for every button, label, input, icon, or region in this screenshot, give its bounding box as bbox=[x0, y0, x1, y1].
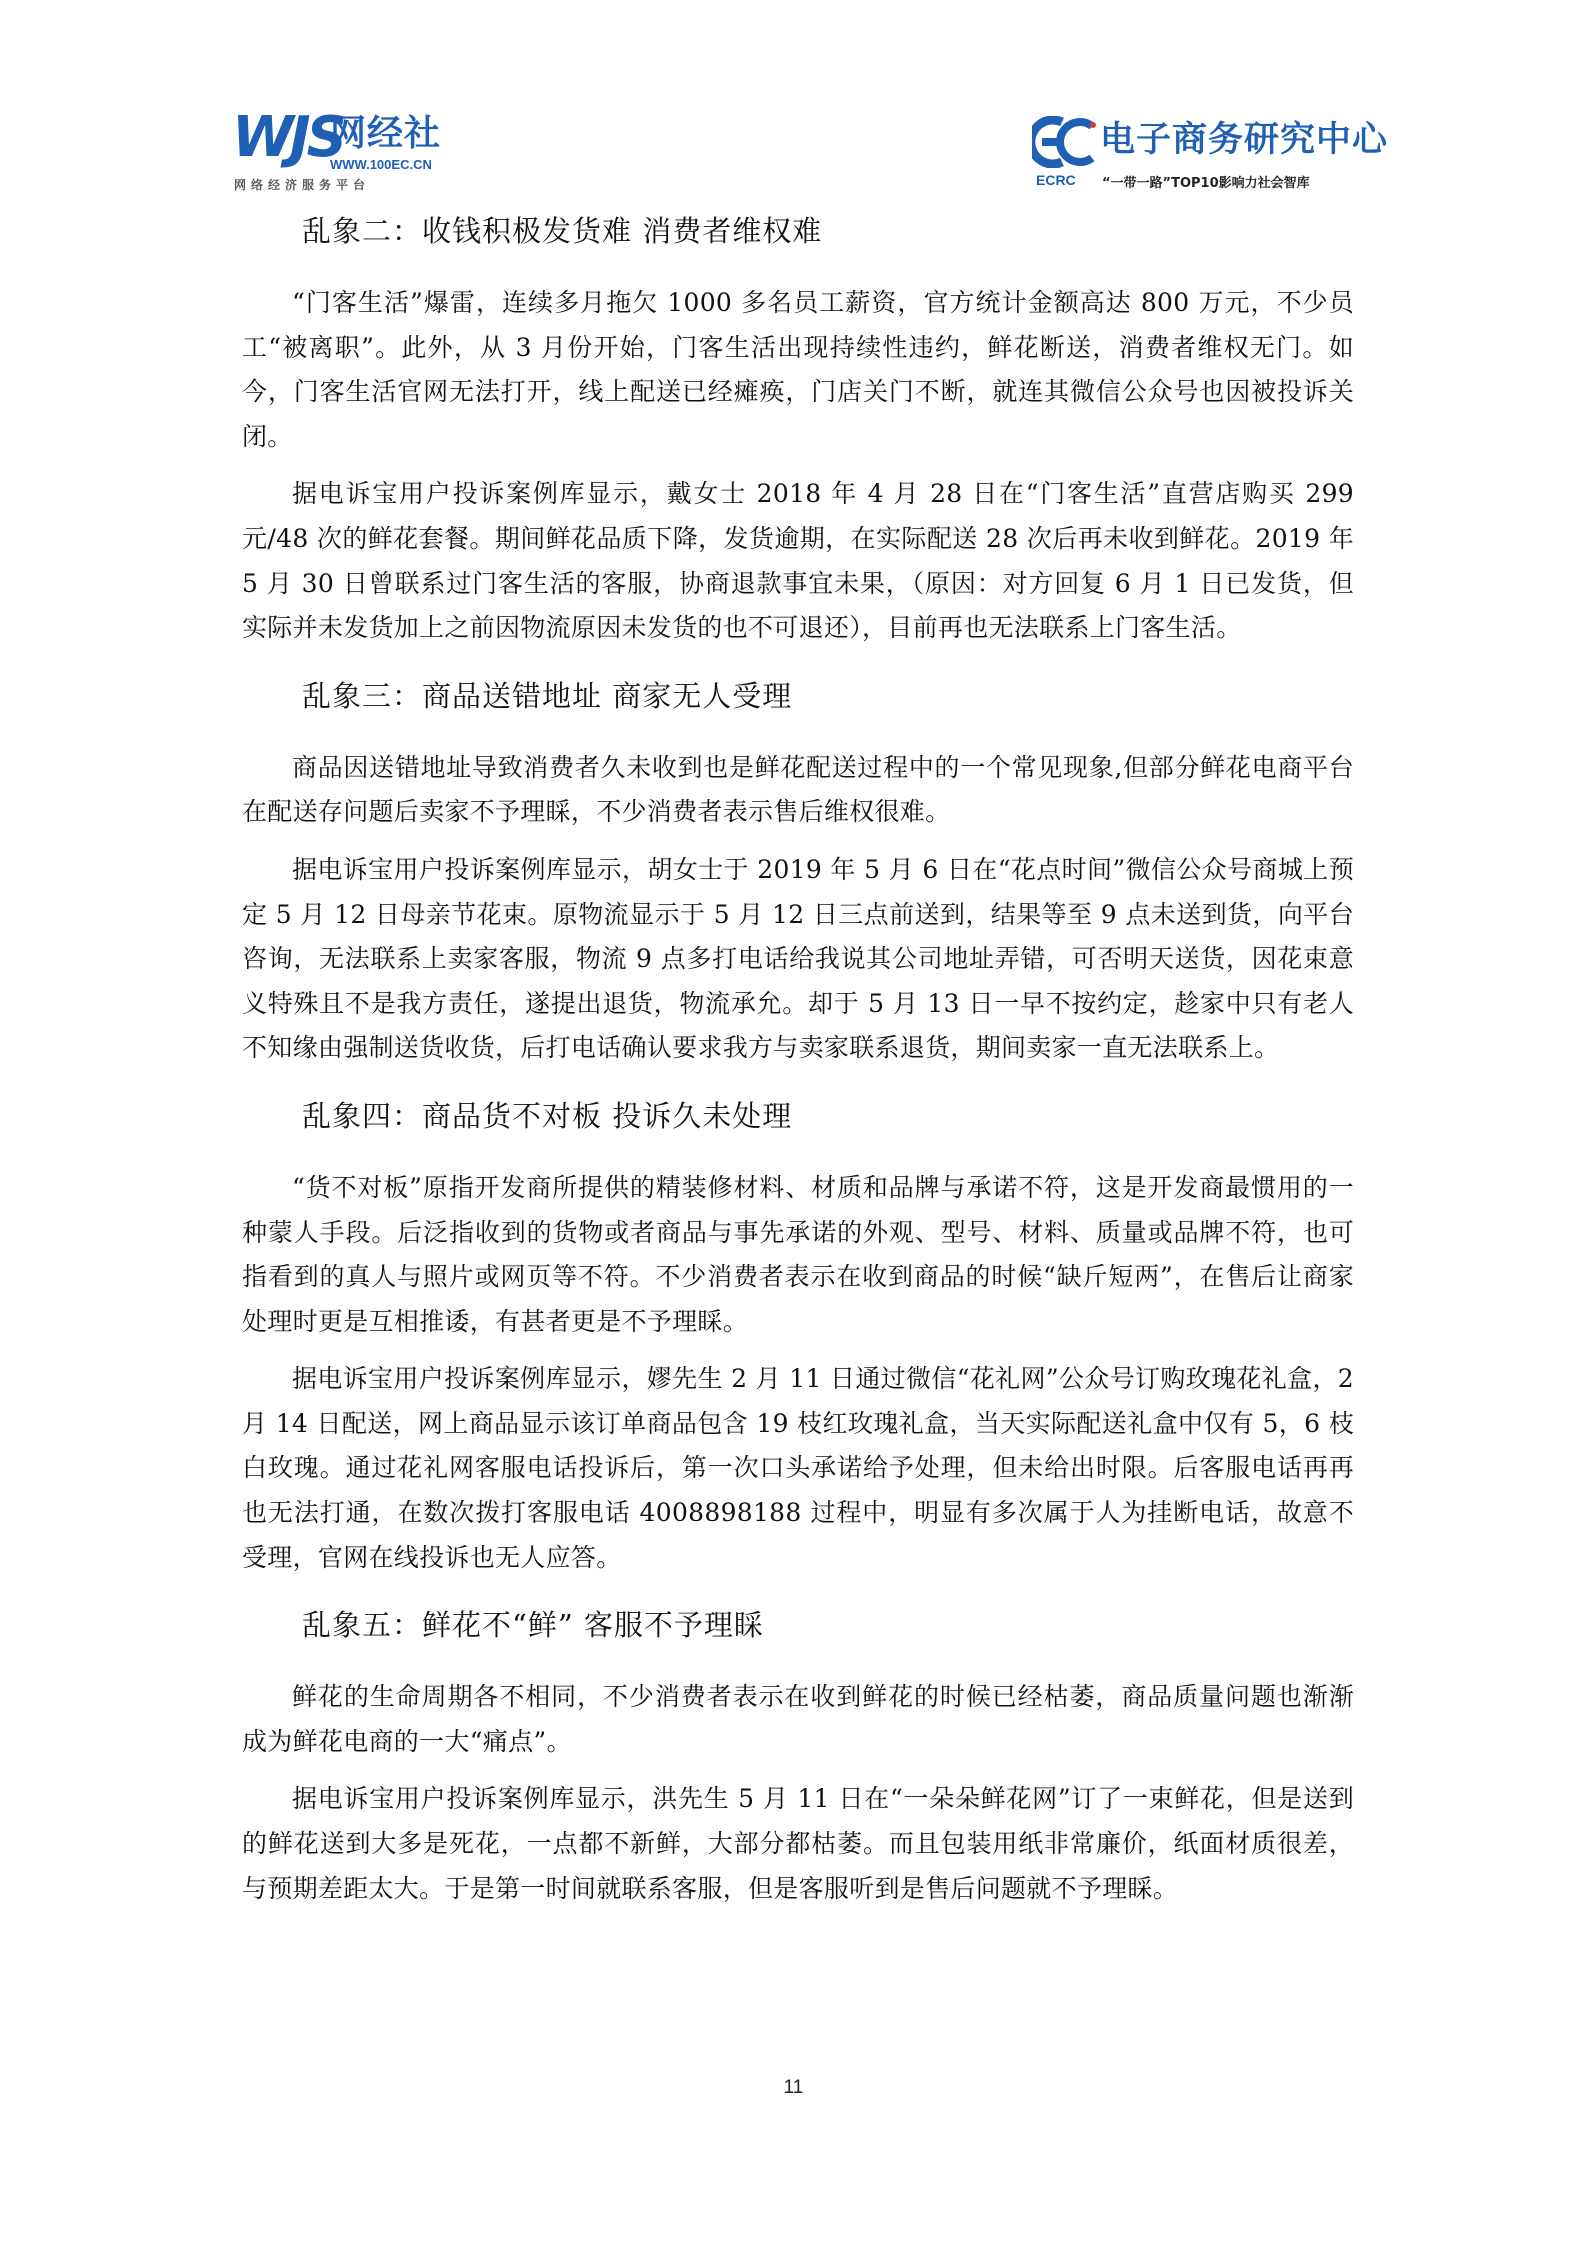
body-paragraph: 鲜花的生命周期各不相同，不少消费者表示在收到鲜花的时候已经枯萎，商品质量问题也渐渐成为鲜花电商的一大“痛点”。 bbox=[242, 1682, 1354, 1756]
body-paragraph: 商品因送错地址导致消费者久未收到也是鲜花配送过程中的一个常见现象,但部分鲜花电商平台在配送存问题后卖家不予理睬，不少消费者表示售后维权很难。 bbox=[242, 752, 1354, 827]
wjs-logo-mark: WJS bbox=[232, 105, 343, 170]
body-paragraph: 据电诉宝用户投诉案例库显示，胡女士于 2019 年 5 月 6 日在“花点时间”微信公众号商城上预定 5 月 12 日母亲节花束。原物流显示于 5 月 12 日三点前送到，结果等至 9 点未送到货，向平台咨询，无法联系上卖家客服，物流 9 点多打电话给我说其公司地址弄错，可否明天送货，因花束意义特殊且不是我方责任，遂提出退货，物流承允。却于 5 月 13 日一早不按约定，趁家中只有老人不知缘由强制送货收货，后打电话确认要求我方与卖家联系退货，期间卖家一直无法联系上。 bbox=[242, 854, 1354, 1063]
wjs-logo-url: WWW.100EC.CN bbox=[330, 157, 432, 172]
ecrc-logo-name: 电子商务研究中心 bbox=[1100, 120, 1389, 160]
body-paragraph: 据电诉宝用户投诉案例库显示，洪先生 5 月 11 日在“一朵朵鲜花网”订了一束鲜花，但是送到的鲜花送到大多是死花，一点都不新鲜，大部分都枯萎。而且包装用纸非常廉价，纸面材质很差，与预期差距太大。于是第一时间就联系客服，但是客服听到是售后问题就不予理睬。 bbox=[242, 1784, 1354, 1903]
section-heading: 乱象五：鲜花不“鲜” 客服不予理睬 bbox=[302, 1608, 764, 1643]
body-paragraph: “货不对板”原指开发商所提供的精装修材料、材质和品牌与承诺不符，这是开发商最惯用的一种蒙人手段。后泛指收到的货物或者商品与事先承诺的外观、型号、材料、质量或品牌不符，也可指看到的真人与照片或网页等不符。不少消费者表示在收到商品的时候“缺斤短两”，在售后让商家处理时更是互相推诿，有甚者更是不予理睬。 bbox=[242, 1172, 1354, 1336]
wjs-logo-tagline: 网络经济服务平台 bbox=[234, 178, 371, 192]
wjs-logo[interactable] bbox=[232, 105, 457, 192]
body-paragraph: 据电诉宝用户投诉案例库显示，嫪先生 2 月 11 日通过微信“花礼网”公众号订购玫瑰花礼盒，2 月 14 日配送，网上商品显示该订单商品包含 19 枝红玫瑰礼盒，当天实际配送礼盒中仅有 5，6 枝白玫瑰。通过花礼网客服电话投诉后，第一次口头承诺给予处理，但未给出时限。后客服电话再再也无法打通，在数次拨打客服电话 4008898188 过程中，明显有多次属于人为挂断电话，故意不受理，官网在线投诉也无人应答。 bbox=[242, 1364, 1354, 1572]
body-paragraph: 据电诉宝用户投诉案例库显示，戴女士 2018 年 4 月 28 日在“门客生活”直营店购买 299 元/48 次的鲜花套餐。期间鲜花品质下降，发货逾期，在实际配送 28 次后再未收到鲜花。2019 年 5 月 30 日曾联系过门客生活的客服，协商退款事宜未果，（原因：对方回复 6 月 1 日已发货，但实际并未发货加上之前因物流原因未发货的也不可退还），目前再也无法联系上门客生活。 bbox=[242, 479, 1354, 643]
ecrc-logo-slogan: “一带一路”TOP10影响力社会智库 bbox=[1102, 176, 1310, 191]
document-body bbox=[242, 205, 1354, 1911]
body-paragraph: “门客生活”爆雷，连续多月拖欠 1000 多名员工薪资，官方统计金额高达 800 万元，不少员工“被离职”。此外，从 3 月份开始，门客生活出现持续性违约，鲜花断送，消费者维权无门。如今，门客生活官网无法打开，线上配送已经瘫痪，门店关门不断，就连其微信公众号也因被投诉关闭。 bbox=[242, 288, 1354, 451]
section-heading: 乱象四：商品货不对板 投诉久未处理 bbox=[302, 1098, 793, 1133]
ecrc-logo-abbr: ECRC bbox=[1036, 172, 1076, 188]
section-heading: 乱象二：收钱积极发货难 消费者维权难 bbox=[302, 214, 823, 248]
wjs-logo-name: 网经社 bbox=[330, 113, 442, 154]
page-number: 11 bbox=[783, 2077, 804, 2098]
ec-logo-icon bbox=[1032, 116, 1100, 168]
page-header bbox=[0, 0, 1587, 200]
ecrc-logo[interactable] bbox=[1032, 116, 1389, 196]
section-heading: 乱象三：商品送错地址 商家无人受理 bbox=[302, 678, 793, 713]
